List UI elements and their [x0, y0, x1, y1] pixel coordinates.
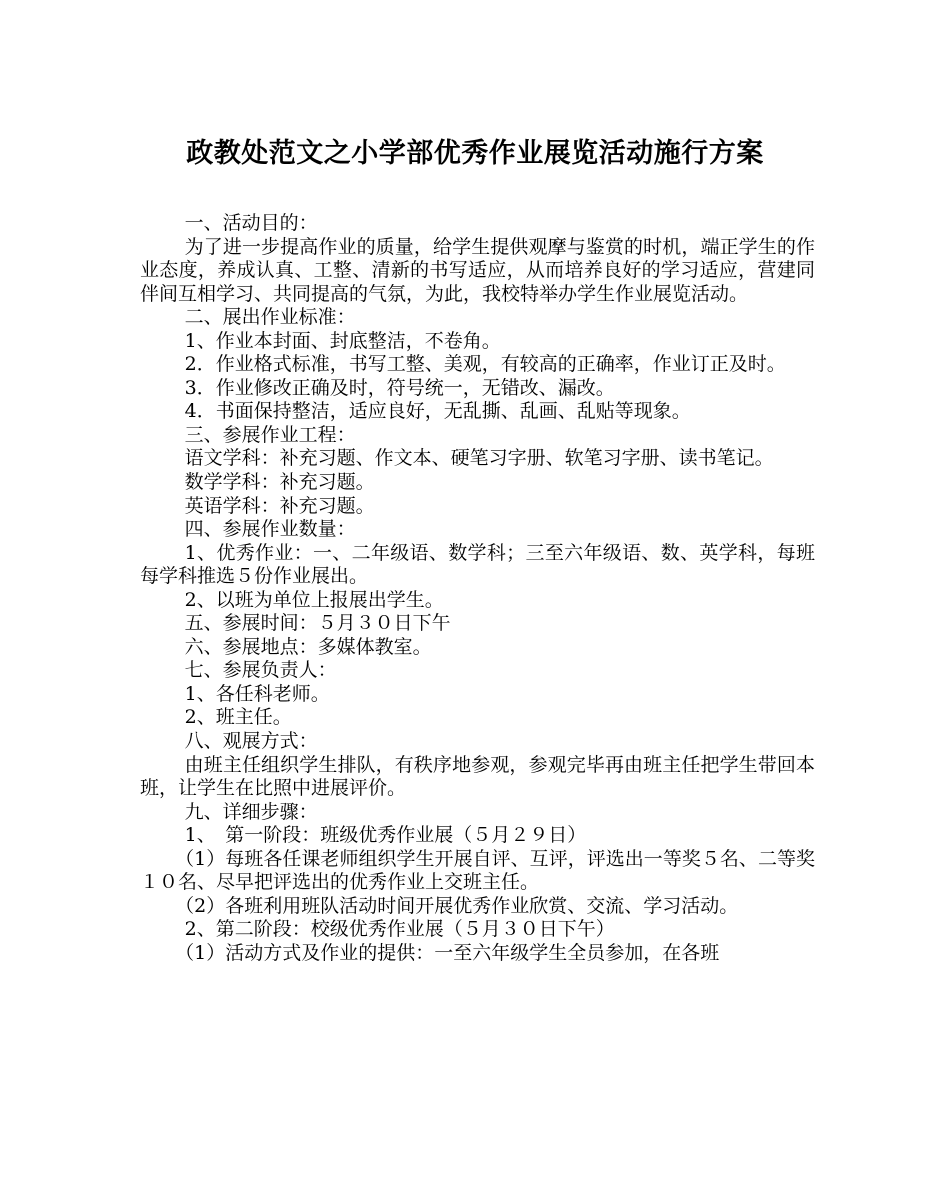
list-item: 1、各任科老师。	[184, 682, 330, 705]
section-heading: 九、详细步骤：	[184, 800, 318, 823]
section-heading: 七、参展负责人：	[184, 659, 337, 682]
section-heading: 一、活动目的：	[184, 212, 318, 234]
list-item: 4．书面保持整洁，适应良好，无乱撕、乱画、乱贴等现象。	[184, 400, 691, 423]
list-item: 2、以班为单位上报展出学生。	[184, 588, 444, 611]
document-body	[140, 212, 815, 966]
section-heading: 二、展出作业标准：	[184, 306, 356, 329]
list-item: 2．作业格式标准，书写工整、美观，有较高的正确率，作业订正及时。	[184, 353, 786, 376]
section-heading: 六、参展地点：多媒体教室。	[184, 635, 432, 658]
list-item: （1）每班各任课老师组织学生开展自评、互评，评选出一等奖５名、二等奖１０名、尽早把评选出的优秀作业上交班主任。	[140, 847, 815, 894]
document-title: 政教处范文之小学部优秀作业展览活动施行方案	[186, 138, 764, 169]
list-item: 1、 第一阶段：班级优秀作业展（５月２９日）	[184, 824, 587, 847]
list-item: 3．作业修改正确及时，符号统一，无错改、漏改。	[184, 376, 615, 399]
list-item: 2、班主任。	[184, 706, 292, 729]
section-heading: 三、参展作业工程：	[184, 423, 356, 446]
section-heading: 五、参展时间：５月３０日下午	[184, 612, 451, 635]
list-item: 1、优秀作业：一、二年级语、数学科；三至六年级语、数、英学科，每班每学科推选５份作业展出。	[140, 541, 815, 588]
list-item: 2、第二阶段：校级优秀作业展（５月３０日下午）	[184, 918, 615, 941]
section-heading: 八、观展方式：	[184, 730, 318, 753]
list-item: （1）活动方式及作业的提供：一至六年级学生全员参加，在各班	[175, 941, 720, 964]
list-item: （2）各班利用班队活动时间开展优秀作业欣赏、交流、学习活动。	[175, 894, 739, 917]
list-item: 1、作业本封面、封底整洁，不卷角。	[184, 329, 501, 352]
paragraph: 为了进一步提高作业的质量，给学生提供观摩与鉴赏的时机，端正学生的作业态度，养成认真、工整、清新的书写适应，从而培养良好的学习适应，营建同伴间互相学习、共同提高的气氛，为此，我校特举办学生作业展览活动。	[140, 235, 815, 305]
list-item: 数学学科：补充习题。	[184, 471, 375, 494]
list-item: 语文学科：补充习题、作文本、硬笔习字册、软笔习字册、读书笔记。	[184, 447, 774, 470]
list-item: 英语学科：补充习题。	[184, 494, 375, 517]
section-heading: 四、参展作业数量：	[184, 518, 356, 541]
paragraph: 由班主任组织学生排队，有秩序地参观，参观完毕再由班主任把学生带回本班，让学生在比照中进展评价。	[140, 753, 815, 800]
